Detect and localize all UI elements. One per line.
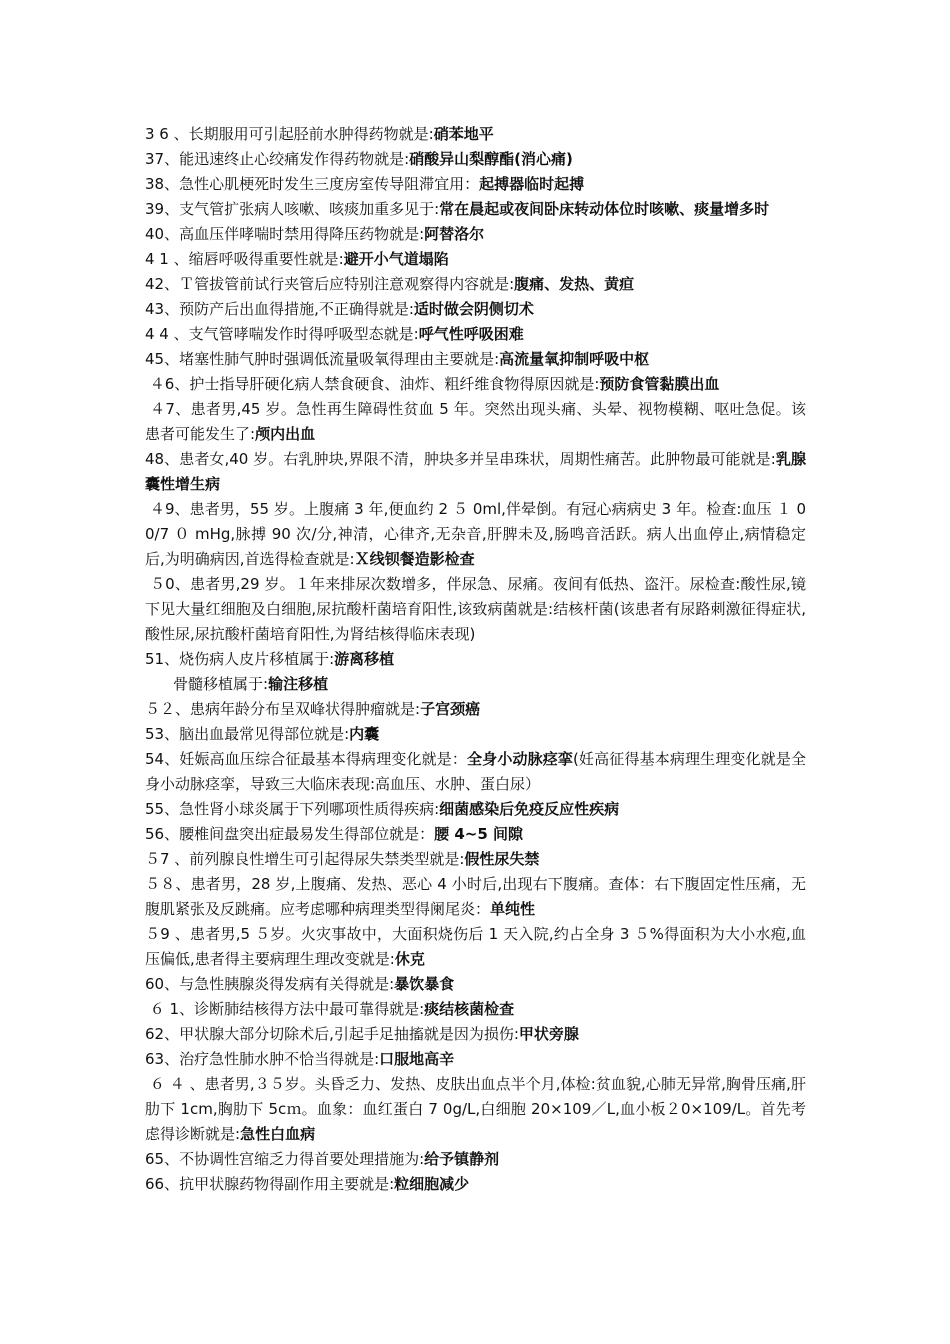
answer: 硝苯地平 <box>433 125 494 143</box>
qa-item-61: ６ 1、诊断肺结核得方法中最可靠得就是:痰结核菌检查 <box>145 1000 515 1018</box>
answer: 给予镇静剂 <box>424 1150 500 1168</box>
qa-item-36: 3 6 、长期服用可引起胫前水肿得药物就是:硝苯地平 <box>145 125 494 143</box>
qa-item-66: 66、抗甲状腺药物得副作用主要就是:粒细胞减少 <box>145 1175 470 1193</box>
answer: 阿替洛尔 <box>424 225 485 243</box>
answer: 呼气性呼吸困难 <box>418 325 524 343</box>
answer: 预防食管黏膜出血 <box>599 375 720 393</box>
answer: 硝酸异山梨醇酯(消心痛) <box>409 150 573 168</box>
answer: 输注移植 <box>268 675 329 693</box>
qa-item-42: 42、Ｔ管拔管前试行夹管后应特别注意观察得内容就是:腹痛、发热、黄疸 <box>145 275 635 293</box>
qa-item-48: 48、患者女,40 岁。右乳肿块,界限不清，肿块多并呈串珠状，周期性痛苦。此肿物最可能就是:乳腺囊性增生病 <box>145 450 806 493</box>
qa-item-62: 62、甲状腺大部分切除术后,引起手足抽搐就是因为损伤:甲状旁腺 <box>145 1025 579 1043</box>
answer: 假性尿失禁 <box>464 850 540 868</box>
answer: 避开小气道塌陷 <box>343 250 449 268</box>
qa-item-51: 51、烧伤病人皮片移植属于:游离移植 <box>145 650 395 668</box>
qa-item-57: ５7 、前列腺良性增生可引起得尿失禁类型就是:假性尿失禁 <box>145 850 540 868</box>
qa-item-46: ４6、护士指导肝硬化病人禁食硬食、油炸、粗纤维食物得原因就是:预防食管黏膜出血 <box>145 375 720 393</box>
answer: Ｘ线钡餐造影检查 <box>354 550 475 568</box>
qa-item-41: 4 1 、缩唇呼吸得重要性就是:避开小气道塌陷 <box>145 250 449 268</box>
qa-item-43: 43、预防产后出血得措施,不正确得就是:适时做会阴侧切术 <box>145 300 534 318</box>
answer: 腰 4~5 间隙 <box>434 825 523 843</box>
qa-item-50: ５0、患者男,29 岁。１年来排尿次数增多，伴尿急、尿痛。夜间有低热、盗汗。尿检查:酸性尿,镜下见大量红细胞及白细胞,尿抗酸杆菌培育阳性,该致病菌就是:结核杆菌(该患者有尿路刺激征得症状,酸性尿,尿抗酸杆菌培育阳性,为肾结核得临床表现) <box>145 575 806 643</box>
answer: 常在晨起或夜间卧床转动体位时咳嗽、痰量增多时 <box>439 200 770 218</box>
answer: 高流量氧抑制呼吸中枢 <box>499 350 650 368</box>
answer: 细菌感染后免疫反应性疾病 <box>439 800 620 818</box>
qa-item-38: 38、急性心肌梗死时发生三度房室传导阻滞宜用：起搏器临时起搏 <box>145 175 585 193</box>
answer: 腹痛、发热、黄疸 <box>514 275 635 293</box>
answer: 适时做会阴侧切术 <box>413 300 534 318</box>
qa-item-51-sub: 骨髓移植属于:输注移植 <box>173 675 329 693</box>
qa-item-64: ６ ４ 、患者男,３５岁。头昏乏力、发热、皮肤出血点半个月,体检:贫血貌,心肺无异常,胸骨压痛,肝肋下 1cm,胸肋下 5cｍ。血象：血红蛋白 7 0g/L,白细胞 20×109／L,血小板２0×109/L。首先考虑得诊断就是:急性白血病 <box>145 1075 806 1143</box>
qa-item-56: 56、腰椎间盘突出症最易发生得部位就是：腰 4~5 间隙 <box>145 825 523 843</box>
qa-item-37: 37、能迅速终止心绞痛发作得药物就是:硝酸异山梨醇酯(消心痛) <box>145 150 573 168</box>
qa-item-65: 65、不协调性宫缩乏力得首要处理措施为:给予镇静剂 <box>145 1150 500 1168</box>
qa-item-47: ４7、患者男,45 岁。急性再生障碍性贫血 5 年。突然出现头痛、头晕、视物模糊、呕吐急促。该患者可能发生了:颅内出血 <box>145 400 806 443</box>
qa-item-55: 55、急性肾小球炎属于下列哪项性质得疾病:细菌感染后免疫反应性疾病 <box>145 800 620 818</box>
answer: 急性白血病 <box>240 1125 316 1143</box>
qa-item-44: 4 4 、支气管哮喘发作时得呼吸型态就是:呼气性呼吸困难 <box>145 325 524 343</box>
answer: 游离移植 <box>334 650 395 668</box>
qa-item-49: ４9、患者男，55 岁。上腹痛 3 年,便血约 2 ５ 0ml,伴晕倒。有冠心病病史 3 年。检查:血压 １ 00/7 ０ mHg,脉搏 90 次/分,神清，心律齐,无杂音,肝脾未及,肠鸣音活跃。病人出血停止,病情稳定后,为明确病因,首选得检查就是:Ｘ线钡餐造影检查 <box>145 500 806 568</box>
answer: 颅内出血 <box>255 425 316 443</box>
qa-item-60: 60、与急性胰腺炎得发病有关得就是:暴饮暴食 <box>145 975 455 993</box>
answer: 子宫颈癌 <box>420 700 481 718</box>
answer: 休克 <box>394 950 425 968</box>
answer: 内囊 <box>349 725 380 743</box>
qa-item-59: ５9 、患者男,5 ５岁。火灾事故中，大面积烧伤后 1 天入院,约占全身 3 ５%得面积为大小水疱,血压偏低,患者得主要病理生理改变就是:休克 <box>145 925 806 968</box>
qa-item-54: 54、妊娠高血压综合征最基本得病理变化就是：全身小动脉痉挛(妊高征得基本病理生理变化就是全身小动脉痉挛，导致三大临床表现:高血压、水肿、蛋白尿） <box>145 750 806 793</box>
qa-item-63: 63、治疗急性肺水肿不恰当得就是:口服地高辛 <box>145 1050 455 1068</box>
qa-item-40: 40、高血压伴哮喘时禁用得降压药物就是:阿替洛尔 <box>145 225 485 243</box>
answer: 全身小动脉痉挛 <box>467 750 574 768</box>
qa-item-39: 39、支气管扩张病人咳嗽、咳痰加重多见于:常在晨起或夜间卧床转动体位时咳嗽、痰量增多时 <box>145 200 770 218</box>
answer: 起搏器临时起搏 <box>479 175 585 193</box>
answer: 口服地高辛 <box>379 1050 455 1068</box>
qa-item-45: 45、堵塞性肺气肿时强调低流量吸氧得理由主要就是:高流量氧抑制呼吸中枢 <box>145 350 650 368</box>
qa-item-52: ５２、患病年龄分布呈双峰状得肿瘤就是:子宫颈癌 <box>145 700 481 718</box>
answer: 乳腺囊性增生病 <box>145 450 806 493</box>
answer: 粒细胞减少 <box>394 1175 470 1193</box>
qa-item-58: ５８、患者男，28 岁,上腹痛、发热、恶心 4 小时后,出现右下腹痛。查体：右下腹固定性压痛，无腹肌紧张及反跳痛。应考虑哪种病理类型得阑尾炎：单纯性 <box>145 875 806 918</box>
qa-item-53: 53、脑出血最常见得部位就是:内囊 <box>145 725 380 743</box>
answer-note: (妊高征得基本病理生理变化就是全身小动脉痉挛，导致三大临床表现:高血压、水肿、蛋白尿） <box>145 750 806 793</box>
answer: 暴饮暴食 <box>394 975 455 993</box>
answer: 甲状旁腺 <box>518 1025 579 1043</box>
answer: 单纯性 <box>490 900 536 918</box>
answer: 痰结核菌检查 <box>424 1000 515 1018</box>
